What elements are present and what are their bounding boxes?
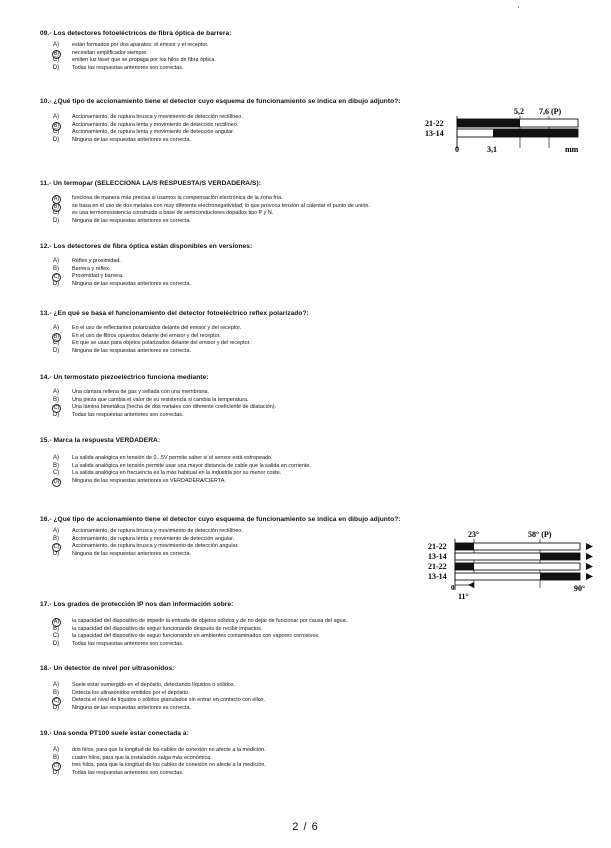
options-list: [52, 42, 580, 72]
answer-option: [52, 641, 580, 649]
answer-text: cuatro hilos, para que la instalación salga más económica.: [72, 754, 212, 761]
question-11: [40, 180, 580, 225]
diagram-bottom-label: 0: [455, 145, 459, 154]
answer-option: [52, 397, 580, 405]
diagram-bottom-label: 90°: [574, 584, 586, 593]
answer-letter: B): [53, 625, 59, 632]
arrow-marker: [468, 582, 474, 588]
question-13: [40, 310, 580, 355]
answer-text: necesitan amplificador siempre.: [72, 49, 148, 56]
circled-answer-letter: C): [53, 405, 60, 412]
answer-text: Ninguna de las respuestas anteriores es VERDADERA/CIERTA.: [72, 477, 226, 484]
question-17: [40, 601, 580, 648]
diagram-row-label: 13-14: [425, 129, 444, 138]
answer-text: es una termorresistencia construida a base de semiconductores dopados tipo P y N.: [72, 210, 274, 217]
question-title: 13.- ¿En qué se basa el funcionamiento del detector fotoeléctrico reflex polarizado?:: [40, 310, 309, 317]
answer-text: Accionamiento, de ruptura brusca y movimiento de detección rectilíneo.: [72, 528, 243, 534]
question-title: 17.- Los grados de protección IP nos dan información sobre:: [40, 601, 234, 608]
answer-text: Accionamiento, de ruptura brusca y movimiento de detección rectilíneo.: [72, 114, 243, 120]
answer-text: están formados por dos aparatos: el emisor y el receptor.: [72, 42, 209, 48]
answer-option: [52, 50, 580, 58]
diagram-bottom-label: 0: [451, 584, 455, 592]
answer-text: dos hilos, para que la longitud de los cables de conexión no afecte a la medición.: [72, 747, 266, 753]
options-list: [52, 747, 580, 777]
answer-letter: A): [53, 42, 59, 48]
answer-text: Barrera y réflex.: [72, 265, 111, 272]
answer-text: la capacidad del dispositivo de impedir la entrada de objetos sólidos y de no dejar de funcionar por causa del agua.: [72, 618, 348, 624]
circled-answer-letter: B): [53, 203, 60, 210]
answer-option: [52, 258, 580, 266]
answer-letter: A): [53, 455, 59, 461]
answer-option: [52, 210, 580, 218]
answer-letter: B): [53, 754, 59, 761]
answer-option: [52, 389, 580, 397]
answer-text: En el uso de filtros opuestos delante del emisor y del receptor.: [72, 332, 221, 339]
answer-text: Accionamiento, de ruptura lenta y movimiento de detección angular.: [72, 129, 235, 136]
answer-option: [52, 463, 580, 471]
options-list: [52, 325, 580, 355]
answer-letter: A): [53, 325, 59, 331]
diagram-bottom-label: 11°: [458, 592, 469, 601]
answer-letter: D): [52, 411, 60, 418]
question-18: [40, 665, 580, 712]
answer-text: Detecta los ultrasonidos emitidos por el depósito.: [72, 689, 190, 696]
answer-letter: A): [53, 747, 59, 753]
circled-answer-letter: B): [53, 122, 60, 129]
answer-letter: B): [53, 265, 59, 272]
answer-letter: C): [52, 129, 60, 136]
answer-text: Ninguna de las respuestas anteriores es correcta.: [72, 704, 191, 711]
answer-text: La salida analógica en tensión permite usar una mayor distancia de cable que la salida en corriente.: [72, 462, 311, 469]
answer-text: Todas las respuestas anteriores son correctas.: [72, 64, 184, 71]
answer-option: [52, 478, 580, 486]
answer-option: [52, 755, 580, 763]
question-12: [40, 243, 580, 288]
diagram-bottom-label: 3,1: [487, 145, 497, 154]
contact-bar-13-14-fill: [540, 553, 580, 560]
answer-text: La salida analógica en tensión de 0...5V permite saber si el sensor está estropeado.: [72, 455, 273, 461]
options-list: [52, 682, 580, 712]
answer-option: [52, 348, 580, 356]
question-title: 18.- Un detector de nivel por ultrasonidos:: [40, 665, 175, 672]
circled-answer-letter: C): [53, 698, 60, 705]
answer-option: [52, 325, 580, 333]
answer-letter: D): [52, 217, 60, 224]
answer-option: [52, 273, 580, 281]
options-list: [52, 455, 580, 485]
answer-option: [52, 697, 580, 705]
contact-bar-13-14-fill: [493, 129, 578, 137]
answer-letter: A): [53, 114, 59, 120]
arrow-marker: [586, 553, 593, 560]
answer-letter: D): [52, 136, 60, 143]
options-list: [52, 389, 580, 419]
answer-text: Accionamiento, de ruptura brusca y movimiento de detección angular.: [72, 543, 239, 550]
arrow-marker: [586, 563, 593, 570]
answer-text: la capacidad del dispositivo de seguir funcionando en ambientes contaminados con vapores corrosivos.: [72, 633, 320, 640]
answer-option: [52, 690, 580, 698]
answer-text: Suele estar sumergido en el depósito, detectando líquidos o sólidos.: [72, 682, 236, 688]
answer-text: Una pieza que cambia el valor de su resistencia si cambia la temperatura.: [72, 396, 249, 403]
diagram-row-label: 13-14: [428, 572, 447, 581]
arrow-marker: [586, 573, 593, 580]
answer-letter: D): [52, 347, 60, 354]
question-title: 12.- Los detectores de fibra óptica están disponibles en versiones:: [40, 243, 253, 250]
answer-text: En que se usan para objetos polarizados delante del emisor y del receptor.: [72, 340, 251, 347]
answer-letter: D): [52, 280, 60, 287]
answer-option: [52, 412, 580, 420]
answer-option: [52, 705, 580, 713]
diagram-row-label: 21-22: [425, 119, 444, 128]
diagram-row-label: 21-22: [428, 562, 447, 571]
diagram-q10: [425, 106, 585, 156]
answer-letter: D): [52, 550, 60, 557]
answer-option: [52, 762, 580, 770]
circled-answer-letter: A): [53, 196, 60, 202]
options-list: [52, 195, 580, 225]
answer-option: [52, 333, 580, 341]
answer-text: Ninguna de las respuestas anteriores es correcta.: [72, 217, 191, 224]
question-14: [40, 374, 580, 419]
answer-letter: A): [53, 682, 59, 688]
answer-letter: C): [52, 633, 60, 640]
answer-letter: D): [52, 64, 60, 71]
answer-letter: D): [52, 704, 60, 711]
options-list: [52, 618, 580, 648]
question-09: [40, 30, 580, 72]
answer-letter: D): [52, 769, 60, 776]
answer-letter: B): [53, 396, 59, 403]
answer-letter: B): [53, 689, 59, 696]
answer-option: [52, 455, 580, 463]
answer-letter: C): [52, 340, 60, 347]
answer-option: [52, 770, 580, 778]
answer-option: [52, 470, 580, 478]
diagram-row-label: 21-22: [428, 542, 447, 551]
scan-speck: [518, 6, 519, 8]
contact-bar-21-22b-fill: [455, 563, 474, 570]
diagram-top-label: 58° (P): [528, 530, 552, 539]
answer-option: [52, 195, 580, 203]
circled-answer-letter: B): [53, 50, 60, 57]
circled-answer-letter: C): [53, 763, 60, 770]
answer-text: Accionamiento, de ruptura lenta y movimiento de detección angular.: [72, 535, 235, 542]
arrow-marker: [586, 543, 593, 550]
answer-option: [52, 340, 580, 348]
answer-text: tres hilos, para que la longitud de los cables de conexión no afecte a la medición.: [72, 762, 266, 769]
answer-option: [52, 618, 580, 626]
answer-text: la capacidad del dispositivo de seguir funcionando después de recibir impactos.: [72, 625, 263, 632]
answer-text: Una lámina bimetálica (hecha de dos metales con diferente coeficiente de dilatación).: [72, 404, 277, 411]
answer-text: Todas las respuestas anteriores son correctas.: [72, 411, 184, 418]
question-15: [40, 437, 580, 485]
answer-option: [52, 218, 580, 226]
contact-bar-13-14b-fill: [540, 573, 580, 580]
question-title: 19.- Una sonda PT100 suele estar conectada a:: [40, 730, 189, 737]
answer-option: [52, 633, 580, 641]
contact-bar-21-22-fill: [455, 543, 474, 550]
circled-answer-letter: C): [53, 544, 60, 551]
answer-option: [52, 281, 580, 289]
answer-text: Proximidad y barrera.: [72, 273, 124, 280]
circled-answer-letter: B): [53, 333, 60, 340]
options-list: [52, 258, 580, 288]
question-19: [40, 730, 580, 777]
answer-option: [52, 65, 580, 73]
answer-text: Ninguna de las respuestas anteriores es correcta.: [72, 136, 191, 143]
answer-text: En el uso de reflectantes polarizados delante del emisor y del receptor.: [72, 325, 242, 331]
answer-letter: C): [52, 57, 60, 64]
answer-option: [52, 626, 580, 634]
answer-letter: A): [53, 528, 59, 534]
circled-answer-letter: C): [53, 274, 60, 281]
diagram-q16: [428, 528, 600, 606]
answer-option: [52, 42, 580, 50]
contact-bar-21-22-fill: [457, 119, 520, 127]
question-title: 10.- ¿Qué tipo de accionamiento tiene el detector cuyo esquema de funcionamiento se indica en dibujo adjunto?:: [40, 98, 401, 105]
diagram-top-label: 5,2: [514, 107, 524, 116]
question-title: 16.- ¿Qué tipo de accionamiento tiene el detector cuyo esquema de funcionamiento se indica en dibujo adjunto?:: [40, 516, 401, 523]
diagram-row-label: 13-14: [428, 552, 447, 561]
answer-text: Todas las respuestas anteriores son correctas.: [72, 769, 184, 776]
answer-option: [52, 747, 580, 755]
answer-text: se basa en el uso de dos metales con muy diferente electronegatividad, lo que provoca tensión al calentar el punto de unión.: [72, 202, 370, 209]
answer-letter: C): [52, 210, 60, 217]
answer-letter: A): [53, 389, 59, 395]
diagram-bottom-label: mm: [565, 145, 579, 154]
page-number: 2 / 6: [292, 821, 319, 833]
answer-option: [52, 266, 580, 274]
answer-option: [52, 404, 580, 412]
answer-letter: A): [53, 258, 59, 264]
answer-option: [52, 682, 580, 690]
answer-text: Todas las respuestas anteriores son correctas.: [72, 640, 184, 647]
answer-letter: B): [53, 462, 59, 469]
answer-text: Réflex y proximidad.: [72, 258, 121, 264]
answer-text: Ninguna de las respuestas anteriores es correcta.: [72, 347, 191, 354]
answer-letter: C): [52, 470, 60, 477]
answer-option: [52, 203, 580, 211]
answer-text: Accionamiento, de ruptura lenta y movimiento de detección rectilíneo.: [72, 121, 239, 128]
answer-letter: D): [52, 640, 60, 647]
answer-option: [52, 57, 580, 65]
question-title: 09.- Los detectores fotoeléctricos de fibra óptica de barrera:: [40, 30, 232, 37]
answer-text: Ninguna de las respuestas anteriores es correcta.: [72, 280, 191, 287]
question-title: 11.- Un termopar (SELECCIONA LA/S RESPUESTA/S VERDADERA/S):: [40, 180, 261, 187]
diagram-top-label: 23°: [468, 530, 480, 539]
answer-text: emiten luz láser que se propaga por los hilos de fibra óptica.: [72, 57, 216, 64]
diagram-top-label: 7,6 (P): [539, 107, 562, 116]
answer-text: Detecta el nivel de líquidos o sólidos granulados sin entrar en contacto con ellos.: [72, 697, 265, 704]
question-title: 14.- Un termostato piezoeléctrico funciona mediante:: [40, 374, 209, 381]
answer-text: funciona de manera más precisa si usamos la compensación electrónica de la zona fría.: [72, 195, 283, 201]
circled-answer-letter: A): [53, 619, 60, 625]
answer-text: La salida analógica en frecuencia es la más habitual en la industria por su menor coste.: [72, 470, 282, 477]
circled-answer-letter: D): [53, 478, 60, 485]
question-title: 15.- Marca la respuesta VERDADERA:: [40, 437, 161, 444]
answer-text: Ninguna de las respuestas anteriores es correcta.: [72, 550, 191, 557]
answer-text: Una cámara rellena de gas y sellada con una membrana.: [72, 389, 209, 395]
answer-letter: B): [53, 535, 59, 542]
